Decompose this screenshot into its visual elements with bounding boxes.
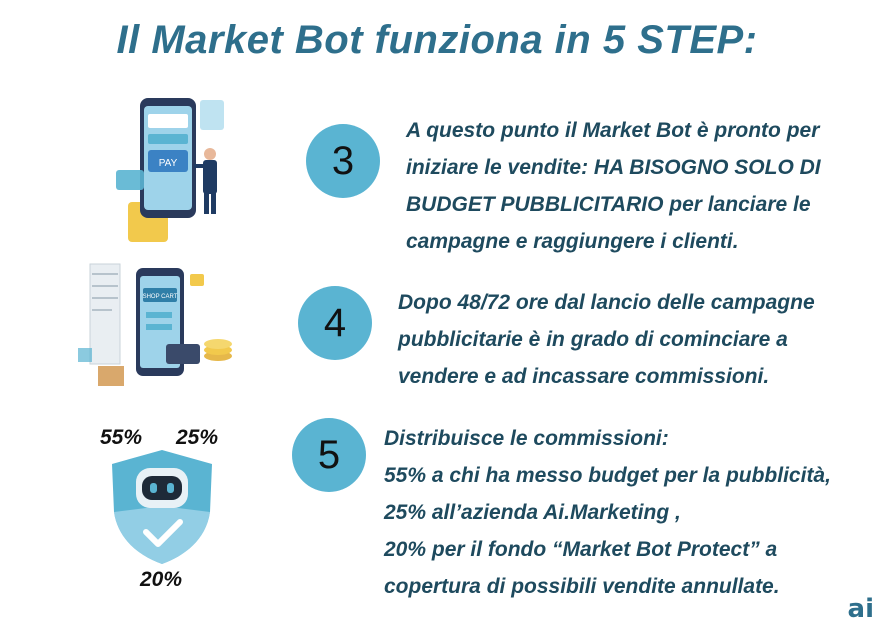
step-4-number: 4 xyxy=(323,300,347,345)
shield-robot-illustration xyxy=(106,446,218,566)
step-4-line: Dopo 48/72 ore dal lancio delle campagne xyxy=(398,291,815,314)
step-4-line: pubblicitarie è in grado di cominciare a xyxy=(398,328,788,351)
shield-pct-left: 55% xyxy=(100,426,143,449)
step-4-line: vendere e ad incassare commissioni. xyxy=(398,365,770,388)
step-5-line: Distribuisce le commissioni: xyxy=(384,427,669,450)
brand-logo: ai xyxy=(847,594,874,624)
step-3-text xyxy=(406,112,821,260)
step-5-text xyxy=(384,420,831,605)
credit-card-icon xyxy=(166,344,200,364)
shield-pct-bottom: 20% xyxy=(140,568,183,591)
page-title: Il Market Bot funziona in 5 STEP: xyxy=(116,18,758,62)
cart-icon xyxy=(78,348,92,362)
step-5-number: 5 xyxy=(317,432,341,477)
step-3-line: A questo punto il Market Bot è pronto per xyxy=(406,119,820,142)
shield-pct-right: 25% xyxy=(176,426,219,449)
step-5-line: 20% per il fondo “Market Bot Protect” a xyxy=(384,538,778,561)
pay-label: PAY xyxy=(158,158,178,169)
step-3-line: BUDGET PUBBLICITARIO per lanciare le xyxy=(406,193,811,216)
step-5-line: 55% a chi ha messo budget per la pubblicità, xyxy=(384,464,831,487)
shopping-cart-illustration xyxy=(70,258,240,393)
step-3-line: iniziare le vendite: HA BISOGNO SOLO DI xyxy=(406,156,821,179)
step-5-circle xyxy=(292,418,366,492)
step-3-number: 3 xyxy=(331,138,355,183)
step-3-circle xyxy=(306,124,380,198)
step-5-line: 25% all’azienda Ai.Marketing , xyxy=(384,501,681,524)
shop-cart-label: SHOP CART xyxy=(142,294,178,300)
step-4-circle xyxy=(298,286,372,360)
person-head xyxy=(204,148,216,160)
step-5-line: copertura di possibili vendite annullate. xyxy=(384,575,780,598)
phone-payment-illustration xyxy=(108,92,238,252)
box-icon xyxy=(98,366,124,386)
step-3-line: campagne e raggiungere i clienti. xyxy=(406,230,739,253)
step-4-text xyxy=(398,284,815,395)
